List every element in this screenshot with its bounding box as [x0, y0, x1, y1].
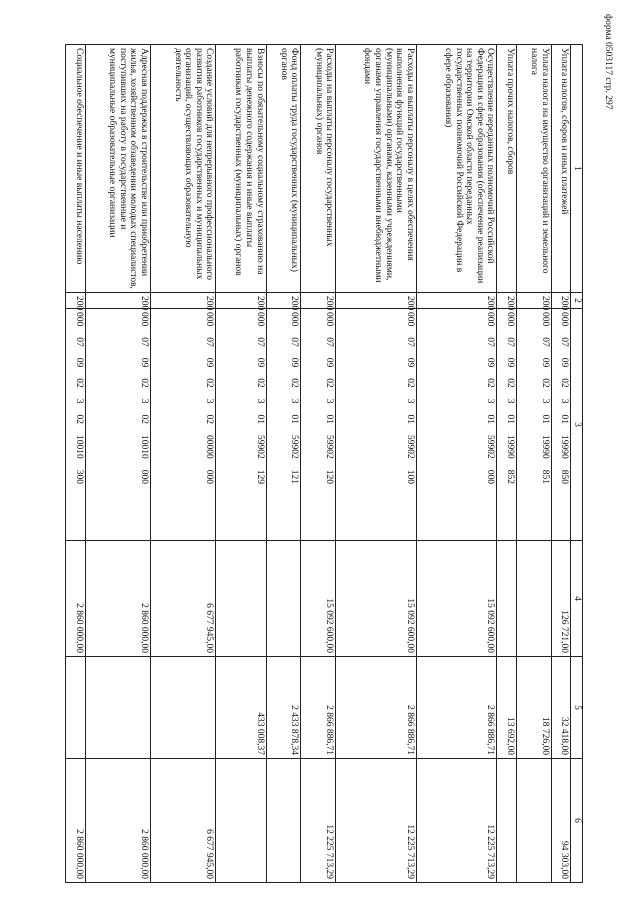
- row-line-code: 200: [66, 293, 86, 309]
- row-approved-amount: 126 721,00: [551, 541, 571, 657]
- row-executed-amount: [151, 657, 216, 759]
- row-unexecuted-amount: [216, 759, 266, 883]
- budget-code-segment: 07: [404, 337, 415, 347]
- header-col-3: 3: [571, 309, 583, 541]
- budget-code-segment: 01: [404, 414, 415, 424]
- budget-code-segment: 19990: [504, 435, 515, 459]
- table-row: [416, 45, 497, 883]
- budget-code-segment: 10010: [139, 435, 150, 459]
- row-budget-code: [266, 309, 301, 541]
- row-line-code: 200: [336, 293, 417, 309]
- budget-code-segment: 01: [254, 414, 265, 424]
- budget-code-segment: 000: [139, 469, 150, 484]
- row-executed-amount: 2 433 878,34: [266, 657, 301, 759]
- budget-code-segment: 01: [485, 414, 496, 424]
- row-name: Взносы по обязательному социальному страхованию на выплаты денежного содержания и иные выплаты работникам государственных (муниципальных) органов: [216, 45, 266, 293]
- row-budget-code: [416, 309, 497, 541]
- budget-code-segment: 00000: [204, 435, 215, 459]
- row-budget-code: [516, 309, 551, 541]
- row-executed-amount: 32 418,00: [551, 657, 571, 759]
- budget-code-segment: 07: [204, 337, 215, 347]
- row-approved-amount: 15 092 600,00: [416, 541, 497, 657]
- table-body: [66, 45, 571, 883]
- budget-code-segment: 3: [254, 398, 265, 404]
- budget-code-segment: 07: [289, 337, 300, 347]
- row-executed-amount: 433 008,37: [216, 657, 266, 759]
- budget-code-segment: 10010: [73, 435, 84, 459]
- budget-code-segment: 59902: [404, 435, 415, 459]
- budget-code-segment: 02: [289, 378, 300, 388]
- budget-code-segment: 02: [539, 378, 550, 388]
- budget-code-segment: 02: [73, 414, 84, 424]
- row-executed-amount: [85, 657, 150, 759]
- budget-code-segment: 300: [73, 469, 84, 484]
- budget-code-segment: 3: [539, 398, 550, 404]
- budget-code-segment: 07: [324, 337, 335, 347]
- row-line-code: 200: [516, 293, 551, 309]
- row-unexecuted-amount: [497, 759, 517, 883]
- budget-code-segment: 01: [539, 414, 550, 424]
- row-approved-amount: 2 860 000,00: [85, 541, 150, 657]
- budget-code-segment: 02: [504, 378, 515, 388]
- table-row: [266, 45, 301, 883]
- budget-code-segment: 07: [254, 337, 265, 347]
- row-name: Уплата налогов, сборов и иных платежей: [551, 45, 571, 293]
- budget-code-segment: 02: [559, 378, 570, 388]
- budget-code-segment: 100: [404, 469, 415, 484]
- budget-code-segment: 02: [139, 414, 150, 424]
- budget-code-segment: 851: [539, 469, 550, 484]
- row-name: Создание условий для непрерывного профессионального развития работников государственных и муниципальных организаций, осуществляющих образовательную деятельность: [151, 45, 216, 293]
- budget-code-segment: 3: [559, 398, 570, 404]
- budget-code-segment: 02: [204, 414, 215, 424]
- budget-code-segment: 59902: [485, 435, 496, 459]
- budget-code-segment: 07: [139, 337, 150, 347]
- row-approved-amount: [497, 541, 517, 657]
- budget-code-segment: 3: [404, 398, 415, 404]
- header-col-6: 6: [571, 759, 583, 883]
- row-name: Фонд оплаты труда государственных (муниципальных) органов: [266, 45, 301, 293]
- budget-code-segment: 59902: [289, 435, 300, 459]
- row-line-code: 200: [551, 293, 571, 309]
- row-executed-amount: 18 726,00: [516, 657, 551, 759]
- budget-code-segment: 09: [485, 357, 496, 368]
- budget-code-segment: 09: [254, 357, 265, 368]
- row-unexecuted-amount: 2 860 000,00: [85, 759, 150, 883]
- header-col-2: 2: [571, 293, 583, 309]
- row-unexecuted-amount: 12 225 713,29: [416, 759, 497, 883]
- row-line-code: 200: [497, 293, 517, 309]
- budget-code-segment: 07: [504, 337, 515, 347]
- row-unexecuted-amount: 94 303,00: [551, 759, 571, 883]
- budget-code-segment: 09: [559, 357, 570, 368]
- budget-code-segment: 07: [539, 337, 550, 347]
- table-row: [497, 45, 517, 883]
- budget-code-segment: 07: [559, 337, 570, 347]
- budget-code-segment: 000: [204, 312, 215, 327]
- budget-code-segment: 09: [289, 357, 300, 368]
- row-name: Осуществление переданных полномочий Российской Федерации в сфере образования (обеспечение реализации на территории Омской области переданных государственных полномочий Российской Федерации в сфере образования): [416, 45, 497, 293]
- budget-code-segment: 59902: [324, 435, 335, 459]
- row-approved-amount: 15 092 600,00: [301, 541, 336, 657]
- row-unexecuted-amount: [516, 759, 551, 883]
- budget-code-segment: 01: [504, 414, 515, 424]
- row-unexecuted-amount: [266, 759, 301, 883]
- budget-code-segment: 02: [73, 378, 84, 388]
- row-budget-code: [301, 309, 336, 541]
- budget-code-segment: 19990: [559, 435, 570, 459]
- budget-code-segment: 09: [324, 357, 335, 368]
- row-unexecuted-amount: 12 225 713,29: [301, 759, 336, 883]
- budget-code-segment: 02: [324, 378, 335, 388]
- budget-code-segment: 000: [139, 312, 150, 327]
- row-executed-amount: 2 866 886,71: [336, 657, 417, 759]
- budget-code-segment: 000: [254, 312, 265, 327]
- form-number-label: форма 0503117 стр. 297: [603, 14, 613, 110]
- rotated-page: [65, 44, 583, 882]
- row-name: Расходы на выплаты персоналу государственных (муниципальных) органов: [301, 45, 336, 293]
- budget-code-segment: 000: [559, 312, 570, 327]
- table-row: [336, 45, 417, 883]
- header-row: [571, 45, 583, 883]
- row-approved-amount: 6 677 945,00: [151, 541, 216, 657]
- row-budget-code: [497, 309, 517, 541]
- header-col-4: 4: [571, 541, 583, 657]
- budget-code-segment: 59902: [254, 435, 265, 459]
- row-budget-code: [85, 309, 150, 541]
- budget-code-segment: 19990: [539, 435, 550, 459]
- budget-code-segment: 09: [73, 357, 84, 368]
- budget-code-segment: 000: [485, 312, 496, 327]
- row-executed-amount: [66, 657, 86, 759]
- budget-code-segment: 000: [289, 312, 300, 327]
- row-line-code: 200: [151, 293, 216, 309]
- budget-code-segment: 02: [404, 378, 415, 388]
- table-row: [216, 45, 266, 883]
- budget-code-segment: 01: [559, 414, 570, 424]
- row-name: Адресная поддержка в строительстве или приобретении жилья, хозяйственном обзаведении молодых специалистов, поступивших на работу в государственные и муниципальные образовательные организации: [85, 45, 150, 293]
- row-executed-amount: 2 866 886,71: [416, 657, 497, 759]
- table-row: [301, 45, 336, 883]
- budget-code-segment: 000: [485, 469, 496, 484]
- header-col-5: 5: [571, 657, 583, 759]
- budget-code-segment: 3: [139, 398, 150, 404]
- header-col-1: 1: [571, 45, 583, 293]
- budget-code-segment: 07: [485, 337, 496, 347]
- row-line-code: 200: [216, 293, 266, 309]
- budget-code-segment: 09: [539, 357, 550, 368]
- budget-code-segment: 000: [404, 312, 415, 327]
- budget-code-segment: 129: [254, 469, 265, 484]
- row-name: Расходы на выплаты персоналу в целях обеспечения выполнения функций государственными (муниципальными) органами, казенными учреждениями, органами управления государственными внебюджетными фондами: [336, 45, 417, 293]
- table-row: [85, 45, 150, 883]
- table-row: [151, 45, 216, 883]
- budget-code-segment: 000: [204, 469, 215, 484]
- row-line-code: 200: [85, 293, 150, 309]
- table-row: [516, 45, 551, 883]
- row-budget-code: [216, 309, 266, 541]
- row-approved-amount: 15 092 600,00: [336, 541, 417, 657]
- budget-code-segment: 000: [73, 312, 84, 327]
- budget-table: [65, 44, 583, 883]
- budget-code-segment: 000: [504, 312, 515, 327]
- budget-code-segment: 850: [559, 469, 570, 484]
- budget-code-segment: 07: [73, 337, 84, 347]
- budget-code-segment: 02: [139, 378, 150, 388]
- row-budget-code: [336, 309, 417, 541]
- row-approved-amount: [216, 541, 266, 657]
- budget-code-segment: 120: [324, 469, 335, 484]
- row-name: Уплата налога на имущество организаций и земельного налога: [516, 45, 551, 293]
- budget-code-segment: 09: [404, 357, 415, 368]
- budget-code-segment: 852: [504, 469, 515, 484]
- row-line-code: 200: [416, 293, 497, 309]
- row-line-code: 200: [301, 293, 336, 309]
- budget-code-segment: 121: [289, 469, 300, 484]
- budget-code-segment: 02: [204, 378, 215, 388]
- budget-code-segment: 01: [324, 414, 335, 424]
- row-unexecuted-amount: 12 225 713,29: [336, 759, 417, 883]
- budget-code-segment: 09: [504, 357, 515, 368]
- budget-code-segment: 01: [289, 414, 300, 424]
- budget-code-segment: 02: [485, 378, 496, 388]
- budget-code-segment: 3: [485, 398, 496, 404]
- row-budget-code: [66, 309, 86, 541]
- row-unexecuted-amount: 2 860 000,00: [66, 759, 86, 883]
- budget-code-segment: 3: [73, 398, 84, 404]
- row-approved-amount: [266, 541, 301, 657]
- budget-code-segment: 09: [139, 357, 150, 368]
- budget-code-segment: 3: [289, 398, 300, 404]
- row-approved-amount: 2 860 000,00: [66, 541, 86, 657]
- row-approved-amount: [516, 541, 551, 657]
- row-budget-code: [151, 309, 216, 541]
- budget-code-segment: 3: [204, 398, 215, 404]
- budget-code-segment: 000: [324, 312, 335, 327]
- budget-code-segment: 02: [254, 378, 265, 388]
- table-row: [551, 45, 571, 883]
- row-name: Уплата прочих налогов, сборов: [497, 45, 517, 293]
- row-line-code: 200: [266, 293, 301, 309]
- budget-code-segment: 09: [204, 357, 215, 368]
- row-executed-amount: 13 692,00: [497, 657, 517, 759]
- row-unexecuted-amount: 6 677 945,00: [151, 759, 216, 883]
- row-budget-code: [551, 309, 571, 541]
- budget-code-segment: 000: [539, 312, 550, 327]
- budget-code-segment: 3: [504, 398, 515, 404]
- row-executed-amount: 2 866 886,71: [301, 657, 336, 759]
- row-name: Социальное обеспечение и иные выплаты населению: [66, 45, 86, 293]
- budget-code-segment: 3: [324, 398, 335, 404]
- table-row: [66, 45, 86, 883]
